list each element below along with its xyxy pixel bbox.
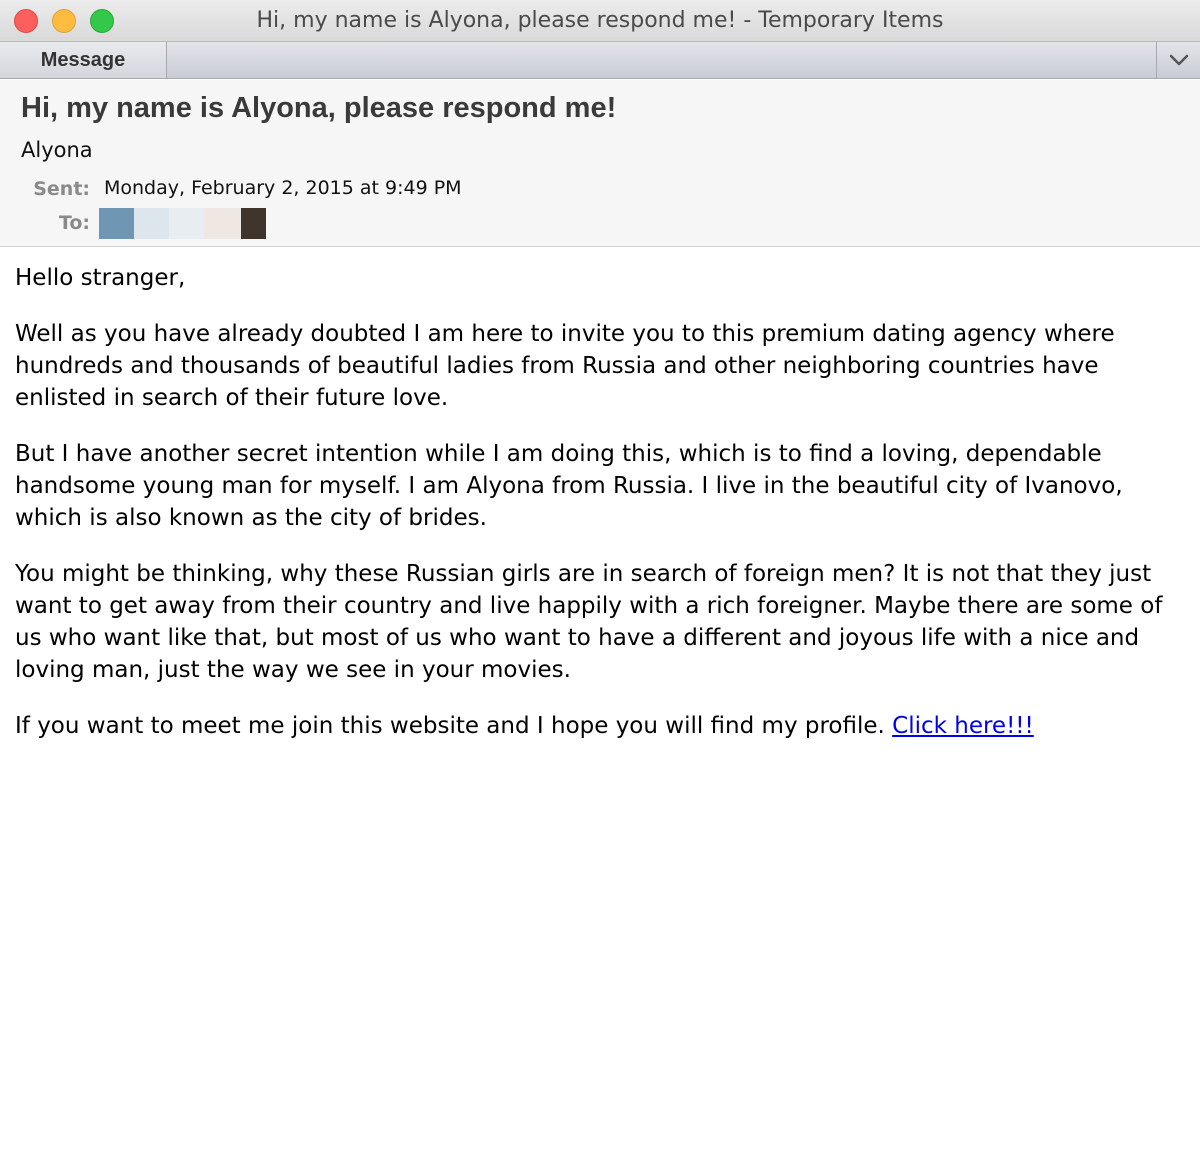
window-title: Hi, my name is Alyona, please respond me! - Temporary Items bbox=[256, 8, 944, 33]
redacted-block bbox=[169, 208, 204, 239]
tab-bar bbox=[0, 42, 1200, 79]
sent-date: Monday, February 2, 2015 at 9:49 PM bbox=[104, 177, 462, 199]
click-here-link[interactable]: Click here!!! bbox=[892, 713, 1034, 739]
body-paragraph: But I have another secret intention while I am doing this, which is to find a loving, dependable handsome young man for myself. I am Alyona from Russia. I live in the beautiful city of Ivanovo, which is also known as the city of brides. bbox=[15, 441, 1123, 531]
to-label: To: bbox=[58, 212, 90, 234]
redacted-block bbox=[204, 208, 241, 239]
redacted-block bbox=[99, 208, 134, 239]
redacted-block bbox=[241, 208, 266, 239]
message-body bbox=[15, 262, 1187, 766]
body-paragraph: You might be thinking, why these Russian girls are in search of foreign men? It is not that they just want to get away from their country and live happily with a rich foreigner. Maybe there are some of us who want like that, but most of us who want to have a different and joyous life with a nice and loving man, just the way we see in your movies. bbox=[15, 561, 1163, 683]
tab-message[interactable]: Message bbox=[0, 42, 167, 78]
to-recipient-redacted[interactable] bbox=[99, 208, 266, 239]
message-sender[interactable]: Alyona bbox=[21, 138, 93, 162]
message-header bbox=[0, 80, 1200, 247]
sent-label: Sent: bbox=[33, 178, 90, 200]
body-paragraph: Well as you have already doubted I am here to invite you to this premium dating agency where hundreds and thousands of beautiful ladies from Russia and other neighboring countries have enlisted in search of their future love. bbox=[15, 321, 1115, 411]
redacted-block bbox=[134, 208, 169, 239]
chevron-down-icon bbox=[1169, 54, 1189, 66]
body-paragraph-cta bbox=[15, 710, 1187, 742]
title-bar[interactable] bbox=[0, 0, 1200, 42]
message-subject: Hi, my name is Alyona, please respond me! bbox=[21, 92, 617, 124]
cta-text: If you want to meet me join this website and I hope you will find my profile. bbox=[15, 713, 885, 739]
ribbon-toggle-button[interactable] bbox=[1156, 42, 1200, 78]
greeting-text: Hello stranger, bbox=[15, 265, 186, 291]
